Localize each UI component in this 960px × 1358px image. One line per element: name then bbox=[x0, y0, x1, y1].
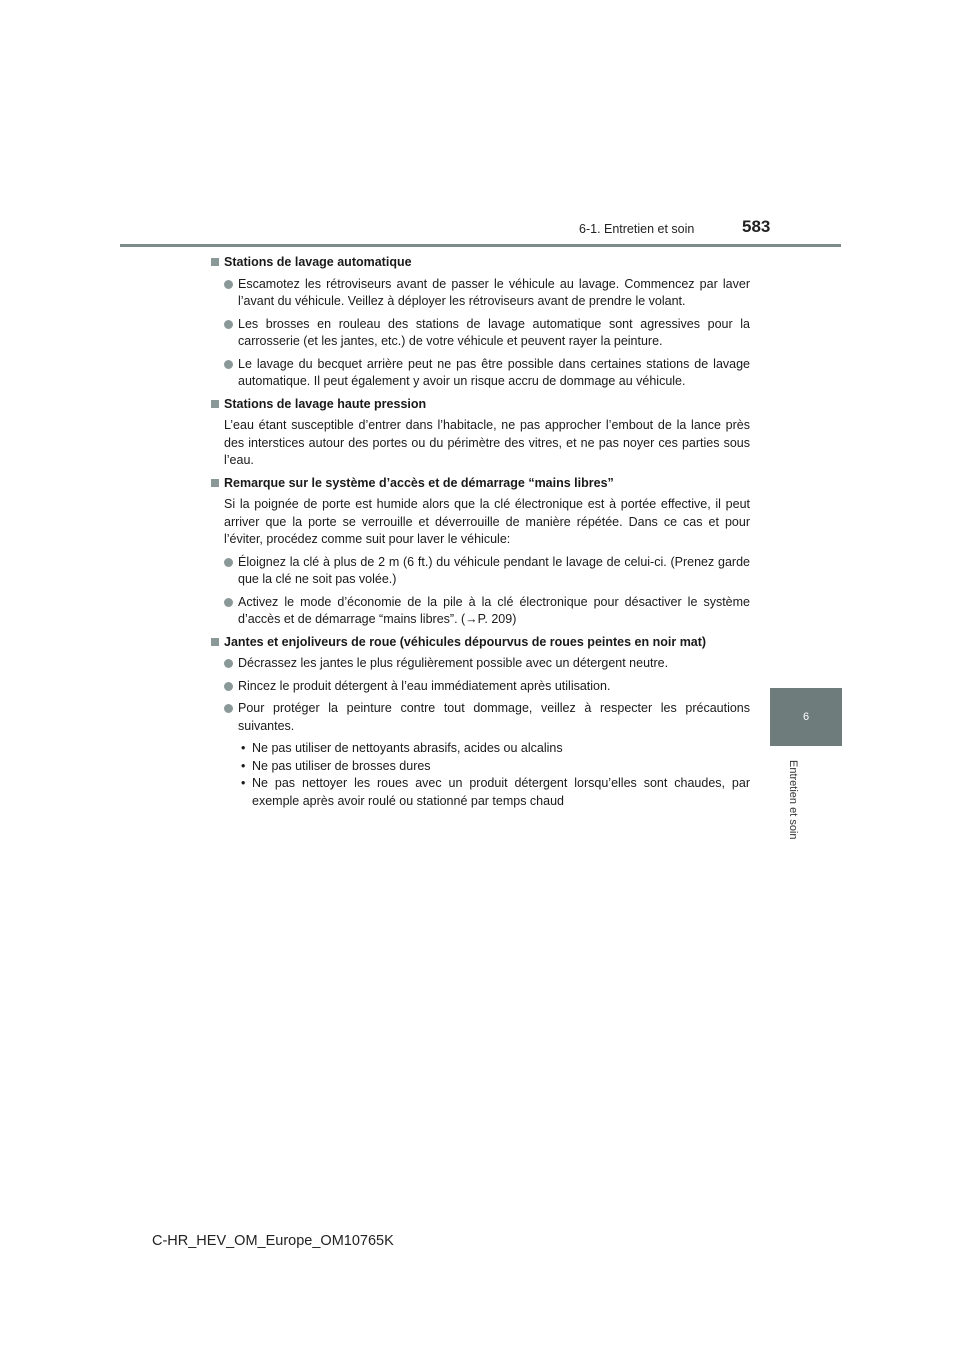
dot-marker-icon: • bbox=[241, 776, 246, 790]
list-item bbox=[210, 594, 750, 629]
chapter-title-vertical: Entretien et soin bbox=[787, 760, 799, 840]
page-number: 583 bbox=[742, 217, 771, 236]
document-id: C-HR_HEV_OM_Europe_OM10765K bbox=[152, 1233, 394, 1249]
page-content bbox=[210, 254, 750, 815]
square-bullet-icon bbox=[211, 479, 219, 487]
list-item-text: Les brosses en rouleau des stations de lavage automatique sont agressives pour la carrosserie (et les jantes, etc.) de votre véhicule et peuvent rayer la peinture. bbox=[238, 316, 750, 348]
heading-text: Jantes et enjoliveurs de roue (véhicules dépourvus de roues peintes en noir mat) bbox=[224, 634, 707, 649]
section-heading bbox=[210, 475, 750, 493]
list-item bbox=[210, 678, 750, 696]
list-item bbox=[210, 356, 750, 391]
heading-text: Stations de lavage automatique bbox=[224, 255, 412, 269]
list-item-text[interactable]: Activez le mode d’économie de la pile à la clé électronique pour désactiver le système d’accès et de démarrage “mains libres”. (→P. 209) bbox=[238, 594, 750, 626]
list-item-text: Le lavage du becquet arrière peut ne pas être possible dans certaines stations de lavage automatique. Il peut également y avoir un risque accru de dommage au véhicule. bbox=[238, 356, 750, 388]
dot-marker-icon: • bbox=[241, 741, 246, 755]
paragraph: L’eau étant susceptible d’entrer dans l’habitacle, ne pas approcher l’embout de la lance près des interstices autour des portes ou du périmètre des vitres, et ne pas noyer ces parties sous l’eau. bbox=[224, 418, 750, 467]
list-item-text: Rincez le produit détergent à l’eau immédiatement après utilisation. bbox=[238, 678, 611, 693]
section-heading bbox=[210, 396, 750, 414]
square-bullet-icon bbox=[211, 400, 219, 408]
precautions-list bbox=[210, 740, 750, 810]
heading-text: Remarque sur le système d’accès et de démarrage “mains libres” bbox=[224, 475, 614, 490]
section-title: 6-1. Entretien et soin bbox=[579, 222, 695, 236]
sub-list-item bbox=[210, 740, 750, 758]
heading-text: Stations de lavage haute pression bbox=[224, 396, 427, 411]
circle-bullet-icon bbox=[224, 360, 233, 369]
circle-bullet-icon bbox=[224, 659, 233, 668]
list-item-text: Pour protéger la peinture contre tout dommage, veillez à respecter les précautions suivantes. bbox=[238, 701, 750, 733]
chapter-tab[interactable] bbox=[770, 688, 842, 746]
list-item bbox=[210, 276, 750, 311]
list-item bbox=[210, 655, 750, 673]
list-item-text: Éloignez la clé à plus de 2 m (6 ft.) du véhicule pendant le lavage de celui-ci. (Prenez garde que la clé ne soit pas volée.) bbox=[238, 554, 750, 586]
circle-bullet-icon bbox=[224, 280, 233, 289]
list-item bbox=[210, 554, 750, 589]
list-item bbox=[210, 700, 750, 735]
sub-item-text: Ne pas nettoyer les roues avec un produit détergent lorsqu’elles sont chaudes, par exemple après avoir roulé ou stationné par temps chaud bbox=[252, 776, 750, 808]
circle-bullet-icon bbox=[224, 598, 233, 607]
square-bullet-icon bbox=[211, 258, 219, 266]
paragraph: Si la poignée de porte est humide alors que la clé électronique est à portée effective, il peut arriver que la porte se verrouille et déverrouille de manière répétée. Dans ce cas et pour l’éviter, procédez comme suit pour laver le véhicule: bbox=[224, 497, 750, 546]
sub-list-item bbox=[210, 758, 750, 776]
list-item bbox=[210, 316, 750, 351]
sub-item-text: Ne pas utiliser de nettoyants abrasifs, acides ou alcalins bbox=[252, 741, 563, 755]
list-item-text: Escamotez les rétroviseurs avant de passer le véhicule au lavage. Commencez par laver l’avant du véhicule. Veillez à déployer les rétroviseurs avant de prendre le volant. bbox=[238, 276, 750, 308]
circle-bullet-icon bbox=[224, 558, 233, 567]
sub-list-item bbox=[210, 775, 750, 810]
header-divider bbox=[120, 244, 841, 247]
dot-marker-icon: • bbox=[241, 758, 246, 773]
chapter-number: 6 bbox=[802, 711, 810, 723]
square-bullet-icon bbox=[211, 638, 219, 646]
circle-bullet-icon bbox=[224, 682, 233, 691]
section-heading bbox=[210, 254, 750, 272]
circle-bullet-icon bbox=[224, 704, 233, 713]
list-item-text: Décrassez les jantes le plus régulièrement possible avec un détergent neutre. bbox=[238, 656, 669, 670]
sub-item-text: Ne pas utiliser de brosses dures bbox=[252, 758, 431, 773]
circle-bullet-icon bbox=[224, 320, 233, 329]
section-heading bbox=[210, 634, 750, 652]
